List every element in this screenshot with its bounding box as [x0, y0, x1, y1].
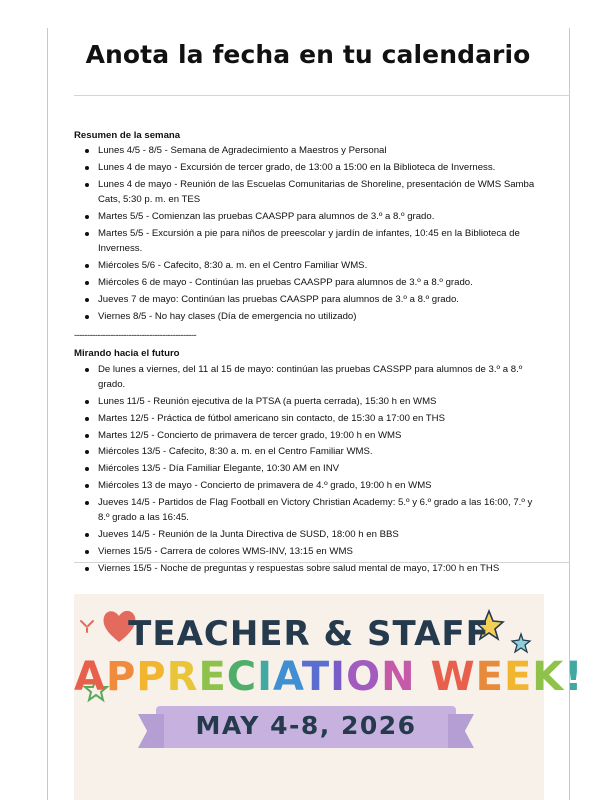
list-item: Miércoles 13 de mayo - Concierto de primavera de 4.º grado, 19:00 h en WMS: [98, 478, 544, 493]
banner-letter: P: [136, 654, 167, 700]
list-item: Lunes 4 de mayo - Excursión de tercer grado, de 13:00 a 15:00 en la Biblioteca de Inverness.: [98, 160, 544, 175]
divider-bottom: [74, 562, 570, 563]
list-item: Martes 5/5 - Excursión a pie para niños de preescolar y jardín de infantes, 10:45 en la Biblioteca de Inverness.: [98, 226, 544, 257]
banner-letter: E: [198, 654, 227, 700]
appreciation-banner: [74, 594, 584, 800]
list-item: Martes 12/5 - Práctica de fútbol americano sin contacto, de 15:30 a 17:00 en THS: [98, 411, 544, 426]
banner-letter: N: [381, 654, 416, 700]
banner-letter: !: [564, 654, 584, 700]
banner-letter: K: [532, 654, 565, 700]
list-item: Jueves 14/5 - Reunión de la Junta Directiva de SUSD, 18:00 h en BBS: [98, 527, 544, 542]
list-item: Viernes 8/5 - No hay clases (Día de emergencia no utilizado): [98, 309, 544, 324]
week-heading: Resumen de la semana: [74, 130, 181, 141]
banner-letter: I: [257, 654, 274, 700]
calendar-content: [74, 128, 544, 577]
list-item: Jueves 14/5 - Partidos de Flag Football en Victory Christian Academy: 5.º y 6.º grado a las 16:00, 7.º y 8.º grado a las 16:45.: [98, 495, 544, 526]
week-list: [74, 143, 544, 324]
banner-date: MAY 4-8, 2026: [195, 711, 417, 740]
banner-letter: A: [74, 654, 106, 700]
page-edge-left: [47, 28, 48, 800]
text-separator: -----------------------------------------------: [74, 330, 196, 341]
banner-letter: I: [330, 654, 347, 700]
banner-letter: W: [430, 654, 476, 700]
banner-line-2: [74, 654, 584, 700]
list-item: De lunes a viernes, del 11 al 15 de mayo: continúan las pruebas CASSPP para alumnos de 3.º a 8.º grado.: [98, 362, 544, 393]
banner-letter: C: [226, 654, 258, 700]
banner-letter: E: [475, 654, 504, 700]
list-item: Jueves 7 de mayo: Continúan las pruebas CAASPP para alumnos de 3.º a 8.º grado.: [98, 292, 544, 307]
banner-letter: A: [273, 654, 302, 700]
banner-letter: T: [301, 654, 331, 700]
list-item: Lunes 4 de mayo - Reunión de las Escuelas Comunitarias de Shoreline, presentación de WMS Samba Cats, 5:30 p. m. en TES: [98, 177, 544, 208]
banner-letter: E: [503, 654, 533, 700]
page-title: Anota la fecha en tu calendario: [85, 40, 531, 69]
banner-letter: P: [105, 654, 137, 700]
banner-letter: [416, 654, 431, 700]
list-item: Martes 5/5 - Comienzan las pruebas CAASPP para alumnos de 3.º a 8.º grado.: [98, 209, 544, 224]
list-item: Miércoles 13/5 - Cafecito, 8:30 a. m. en el Centro Familiar WMS.: [98, 444, 544, 459]
future-list: [74, 362, 544, 576]
banner-letter: O: [346, 654, 382, 700]
list-item: Miércoles 6 de mayo - Continúan las pruebas CAASPP para alumnos de 3.º a 8.º grado.: [98, 275, 544, 290]
list-item: Miércoles 5/6 - Cafecito, 8:30 a. m. en el Centro Familiar WMS.: [98, 258, 544, 273]
list-item: Viernes 15/5 - Carrera de colores WMS-INV, 13:15 en WMS: [98, 544, 544, 559]
banner-line-1: TEACHER & STAFF: [128, 614, 490, 654]
list-item: Miércoles 13/5 - Día Familiar Elegante, 10:30 AM en INV: [98, 461, 544, 476]
future-heading: Mirando hacia el futuro: [74, 348, 180, 360]
banner-letter: R: [166, 654, 199, 700]
list-item: Martes 12/5 - Concierto de primavera de tercer grado, 19:00 h en WMS: [98, 428, 544, 443]
list-item: Viernes 15/5 - Noche de preguntas y respuestas sobre salud mental de mayo, 17:00 h en THS: [98, 561, 544, 576]
list-item: Lunes 11/5 - Reunión ejecutiva de la PTSA (a puerta cerrada), 15:30 h en WMS: [98, 394, 544, 409]
divider-top: [74, 95, 570, 96]
list-item: Lunes 4/5 - 8/5 - Semana de Agradecimiento a Maestros y Personal: [98, 143, 544, 158]
